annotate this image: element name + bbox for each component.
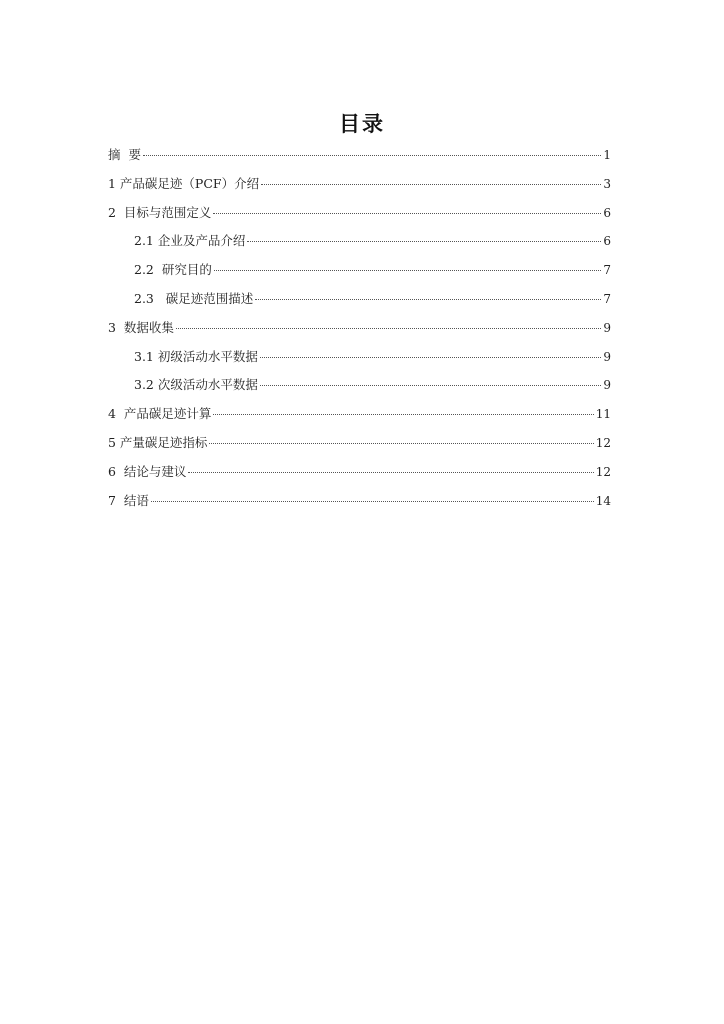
toc-entry-label: 1 产品碳足迹（PCF）介绍 xyxy=(108,175,260,191)
toc-entry-label: 3.1 初级活动水平数据 xyxy=(134,348,258,364)
toc-entry-2-3[interactable] xyxy=(108,289,611,318)
toc-entry-3-2[interactable] xyxy=(108,375,611,404)
toc-entry-2-1[interactable] xyxy=(108,231,611,260)
toc-entry-label: 7 结语 xyxy=(108,492,149,508)
toc-dot-leader xyxy=(209,443,593,444)
toc-entry-page: 3 xyxy=(603,176,611,191)
toc-entry-4[interactable] xyxy=(108,404,611,433)
toc-list xyxy=(108,145,611,519)
toc-entry-label: 摘 要 xyxy=(108,147,141,162)
toc-entry-label: 6 结论与建议 xyxy=(108,463,187,479)
toc-entry-page: 9 xyxy=(603,378,611,393)
toc-entry-6[interactable] xyxy=(108,462,611,491)
toc-dot-leader xyxy=(151,501,594,502)
toc-entry-page: 7 xyxy=(603,263,611,278)
toc-entry-page: 14 xyxy=(595,493,611,508)
toc-dot-leader xyxy=(260,385,602,386)
toc-entry-label: 2.2 研究目的 xyxy=(134,262,212,278)
toc-title: 目录 xyxy=(339,112,385,136)
toc-entry-label: 3.2 次级活动水平数据 xyxy=(134,377,258,393)
toc-entry-7[interactable] xyxy=(108,491,611,520)
toc-entry-page: 12 xyxy=(595,464,611,479)
toc-entry-2-2[interactable] xyxy=(108,260,611,289)
toc-entry-page: 6 xyxy=(603,234,611,249)
toc-entry-label: 3 数据收集 xyxy=(108,319,174,335)
toc-dot-leader xyxy=(176,328,601,329)
toc-dot-leader xyxy=(247,241,601,242)
toc-dot-leader xyxy=(261,184,601,185)
toc-dot-leader xyxy=(255,299,601,300)
toc-entry-3[interactable] xyxy=(108,318,611,347)
toc-entry-2[interactable] xyxy=(108,203,611,232)
toc-entry-page: 6 xyxy=(603,205,611,220)
toc-dot-leader xyxy=(213,213,601,214)
toc-entry-page: 12 xyxy=(595,435,611,450)
toc-entry-1[interactable] xyxy=(108,174,611,203)
toc-dot-leader xyxy=(260,357,602,358)
toc-dot-leader xyxy=(214,270,602,271)
toc-entry-5[interactable] xyxy=(108,433,611,462)
toc-entry-3-1[interactable] xyxy=(108,347,611,376)
toc-dot-leader xyxy=(213,414,593,415)
toc-entry-page: 9 xyxy=(603,349,611,364)
toc-entry-label: 2.3 碳足迹范围描述 xyxy=(134,290,254,306)
toc-entry-page: 11 xyxy=(595,407,611,422)
toc-entry-label: 2 目标与范围定义 xyxy=(108,204,212,220)
toc-entry-label: 5 产量碳足迹指标 xyxy=(108,434,208,450)
toc-dot-leader xyxy=(188,472,593,473)
toc-entry-page: 9 xyxy=(603,320,611,335)
toc-entry-label: 4 产品碳足迹计算 xyxy=(108,406,212,422)
toc-dot-leader xyxy=(143,155,601,156)
toc-entry-page: 7 xyxy=(603,291,611,306)
toc-entry-abstract[interactable] xyxy=(108,145,611,174)
toc-entry-label: 2.1 企业及产品介绍 xyxy=(134,233,246,249)
toc-entry-page: 1 xyxy=(603,148,611,162)
